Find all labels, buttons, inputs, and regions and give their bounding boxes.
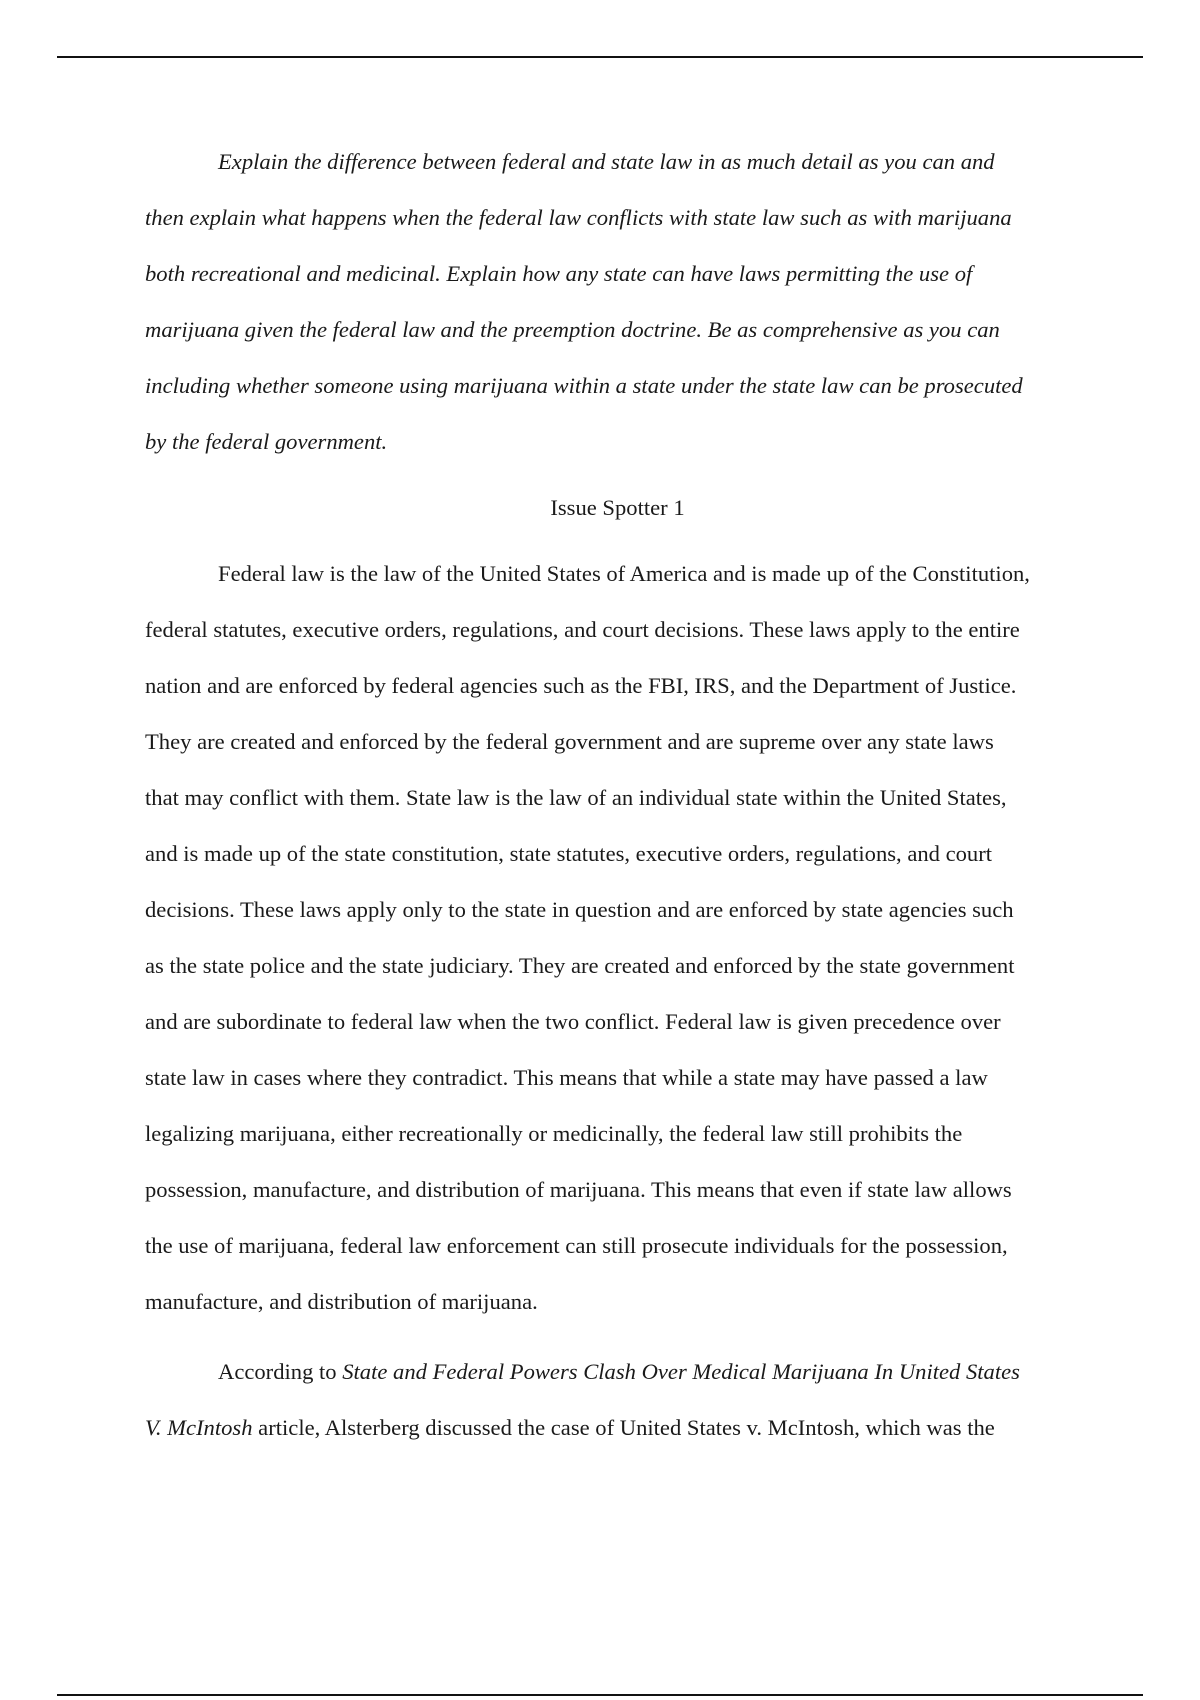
article-title-continued: V. McIntosh (145, 1415, 253, 1440)
prompt-line: by the federal government. (145, 429, 388, 454)
body-paragraph-2 (145, 1344, 1090, 1456)
paragraph-line (145, 1400, 1090, 1456)
bottom-rule (57, 1694, 1143, 1696)
paragraph-line: possession, manufacture, and distribution of marijuana. This means that even if state law allows (145, 1177, 1012, 1202)
paragraph-line: manufacture, and distribution of marijuana. (145, 1289, 538, 1314)
paragraph-line: Federal law is the law of the United States of America and is made up of the Constitution, (218, 561, 1030, 586)
paragraph-line: that may conflict with them. State law is the law of an individual state within the United States, (145, 785, 1007, 810)
paragraph-line: They are created and enforced by the federal government and are supreme over any state laws (145, 729, 994, 754)
prompt-line: marijuana given the federal law and the preemption doctrine. Be as comprehensive as you can (145, 317, 1000, 342)
prompt-line: both recreational and medicinal. Explain how any state can have laws permitting the use of (145, 261, 973, 286)
paragraph-line: federal statutes, executive orders, regulations, and court decisions. These laws apply to the entire (145, 617, 1020, 642)
paragraph-line (145, 1344, 1090, 1400)
assignment-prompt (145, 134, 1090, 470)
paragraph-line: and is made up of the state constitution, state statutes, executive orders, regulations, and court (145, 841, 993, 866)
paragraph-text: article, Alsterberg discussed the case of United States v. McIntosh, which was the (252, 1415, 995, 1440)
article-title: State and Federal Powers Clash Over Medical Marijuana In United States (342, 1359, 1020, 1384)
paragraph-line: nation and are enforced by federal agencies such as the FBI, IRS, and the Department of Justice. (145, 673, 1017, 698)
prompt-line: then explain what happens when the federal law conflicts with state law such as with marijuana (145, 205, 1012, 230)
paragraph-line: the use of marijuana, federal law enforcement can still prosecute individuals for the possession, (145, 1233, 1008, 1258)
paragraph-line: as the state police and the state judiciary. They are created and enforced by the state government (145, 953, 1015, 978)
section-heading: Issue Spotter 1 (550, 495, 685, 520)
body-paragraph-1 (145, 546, 1090, 1330)
top-rule (57, 56, 1143, 58)
paragraph-line: state law in cases where they contradict. This means that while a state may have passed a law (145, 1065, 988, 1090)
prompt-line: Explain the difference between federal and state law in as much detail as you can and (218, 149, 995, 174)
paragraph-line: legalizing marijuana, either recreationally or medicinally, the federal law still prohibits the (145, 1121, 963, 1146)
paragraph-line: decisions. These laws apply only to the state in question and are enforced by state agencies such (145, 897, 1014, 922)
prompt-line: including whether someone using marijuana within a state under the state law can be prosecuted (145, 373, 1023, 398)
citation-lead-in: According to (218, 1359, 343, 1384)
document-body (145, 134, 1090, 1456)
paragraph-line: and are subordinate to federal law when the two conflict. Federal law is given precedence over (145, 1009, 1001, 1034)
